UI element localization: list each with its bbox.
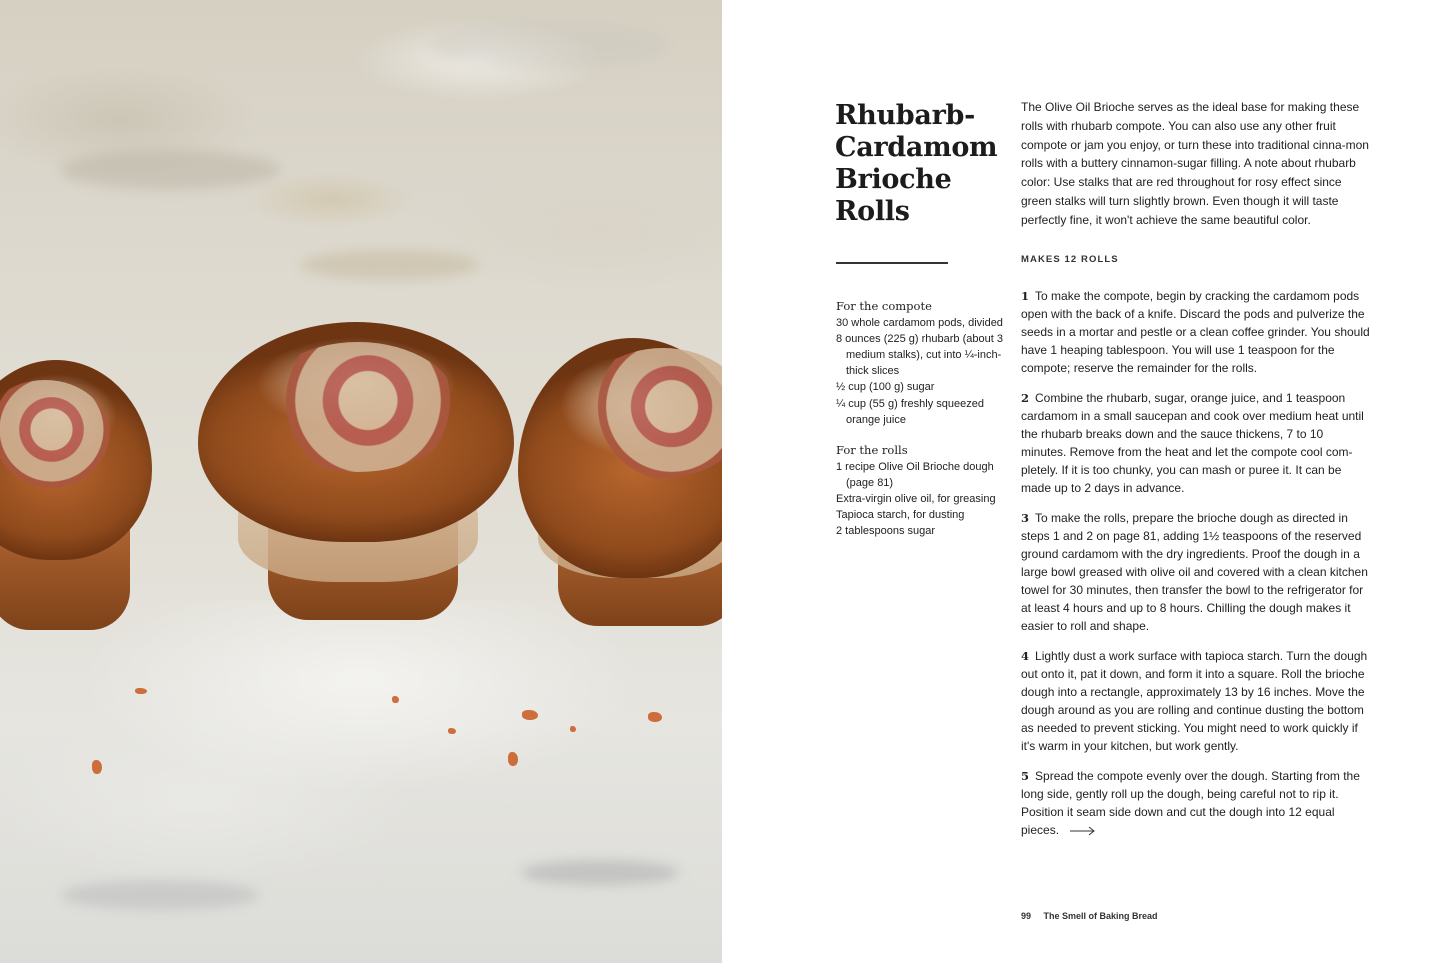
method-step bbox=[1021, 767, 1371, 839]
step-number: 2 bbox=[1021, 391, 1030, 405]
crumb bbox=[448, 728, 456, 734]
title-line: Rolls bbox=[835, 196, 910, 227]
page-footer bbox=[1021, 911, 1158, 921]
sugar-dusting bbox=[0, 600, 722, 963]
brioche-roll-left bbox=[0, 360, 160, 640]
method-step bbox=[1021, 509, 1371, 635]
step-number: 3 bbox=[1021, 511, 1030, 525]
marble-texture bbox=[430, 20, 670, 70]
ingredient-group-rolls bbox=[836, 442, 1006, 540]
ingredient-item: 8 ounces (225 g) rhubarb (about 3 medium stalks), cut into ¼-inch-thick slices bbox=[836, 333, 1003, 378]
ingredient-group-heading: For the compote bbox=[836, 299, 932, 313]
crumb bbox=[135, 688, 147, 694]
recipe-photo bbox=[0, 0, 722, 963]
brioche-roll-center bbox=[198, 322, 514, 622]
ingredient-item: ½ cup (100 g) sugar bbox=[836, 381, 935, 394]
marble-texture bbox=[300, 250, 480, 280]
step-text: To make the compote, begin by cracking the cardamom pods open with the back of a knife. Discard the pods and pulverize the seeds in a mortar and pestle or a clean coffee grinder. You should have 1 heaping tablespoon. You will use 1 teaspoon for the compote; reserve the remainder for the rolls. bbox=[1021, 289, 1370, 375]
recipe-yield: MAKES 12 ROLLS bbox=[1021, 254, 1119, 265]
step-text: Combine the rhubarb, sugar, orange juice, and 1 teaspoon cardamom in a small saucepan and cook over medium heat until the rhubarb breaks down and the sauce thickens, 7 to 10 minutes. Remove from the heat and let the compote cool com-pletely. If it is too chunky, you can mash or puree it. It can be made up to 2 days in advance. bbox=[1021, 391, 1364, 495]
ingredient-item: Extra-virgin olive oil, for greasing bbox=[836, 493, 996, 506]
crumb bbox=[522, 710, 538, 720]
crumb bbox=[508, 752, 518, 766]
page-number: 99 bbox=[1021, 911, 1032, 921]
ingredient-item: 1 recipe Olive Oil Brioche dough (page 81) bbox=[836, 460, 994, 489]
title-line: Cardamom bbox=[835, 132, 998, 163]
arrow-right-icon bbox=[1070, 826, 1096, 836]
ingredient-item: Tapioca starch, for dusting bbox=[836, 509, 965, 522]
title-line: Rhubarb- bbox=[835, 100, 975, 131]
step-number: 5 bbox=[1021, 769, 1030, 783]
step-text: To make the rolls, prepare the brioche dough as directed in steps 1 and 2 on page 81, adding 1½ teaspoons of the reserved ground cardamom with the dry ingredients. Proof the dough in a large bowl greased with olive oil and covered with a clean kitchen towel for 30 minutes, then transfer the bowl to the refrigerator for at least 4 hours and up to 8 hours. Chilling the dough makes it easier to roll and shape. bbox=[1021, 511, 1368, 633]
method-step bbox=[1021, 647, 1371, 755]
title-line: Brioche bbox=[835, 164, 952, 195]
ingredient-item: ¼ cup (55 g) freshly squeezed orange juice bbox=[836, 397, 984, 426]
step-text: Spread the compote evenly over the dough. Starting from the long side, gently roll up the dough, being careful not to rip it. Position it seam side down and cut the dough into 12 equal pieces. bbox=[1021, 769, 1360, 837]
title-divider bbox=[836, 262, 948, 264]
step-number: 1 bbox=[1021, 289, 1030, 303]
ingredient-group-heading: For the rolls bbox=[836, 442, 908, 457]
ingredient-group-compote bbox=[836, 298, 1006, 428]
brioche-roll-right bbox=[518, 338, 722, 628]
recipe-page bbox=[722, 0, 1445, 963]
ingredient-item: 2 tablespoons sugar bbox=[836, 525, 936, 538]
running-title: The Smell of Baking Bread bbox=[1043, 911, 1158, 921]
method-step bbox=[1021, 389, 1371, 497]
crumb bbox=[92, 760, 102, 774]
recipe-title bbox=[835, 100, 998, 228]
ingredient-list bbox=[836, 298, 1006, 553]
step-number: 4 bbox=[1021, 649, 1030, 663]
crumb bbox=[648, 712, 662, 722]
recipe-intro: The Olive Oil Brioche serves as the ideal base for making these rolls with rhubarb compote. You can also use any other fruit compote or jam you enjoy, or turn these into traditional cinna-mon rolls with a buttery cinnamon-sugar filling. A note about rhubarb color: Use stalks that are red throughout for rosy effect since green stalks will turn slightly brown. Even though it will taste perfectly fine, it won't achieve the same beautiful color. bbox=[1021, 100, 1369, 227]
crumb bbox=[392, 696, 399, 703]
crumb bbox=[570, 726, 576, 732]
method-step bbox=[1021, 287, 1371, 377]
ingredient-item: 30 whole cardamom pods, divided bbox=[836, 317, 1003, 330]
marble-texture bbox=[60, 150, 280, 190]
method-steps bbox=[1021, 287, 1371, 851]
step-text: Lightly dust a work surface with tapioca starch. Turn the dough out onto it, pat it down, and form it into a square. Roll the brioche dough into a rectangle, approximately 13 by 16 inches. Move the dough around as you are rolling and continue dusting the bottom as needed to prevent sticking. You might need to work quickly if it's warm in your kitchen, but work gently. bbox=[1021, 649, 1368, 753]
